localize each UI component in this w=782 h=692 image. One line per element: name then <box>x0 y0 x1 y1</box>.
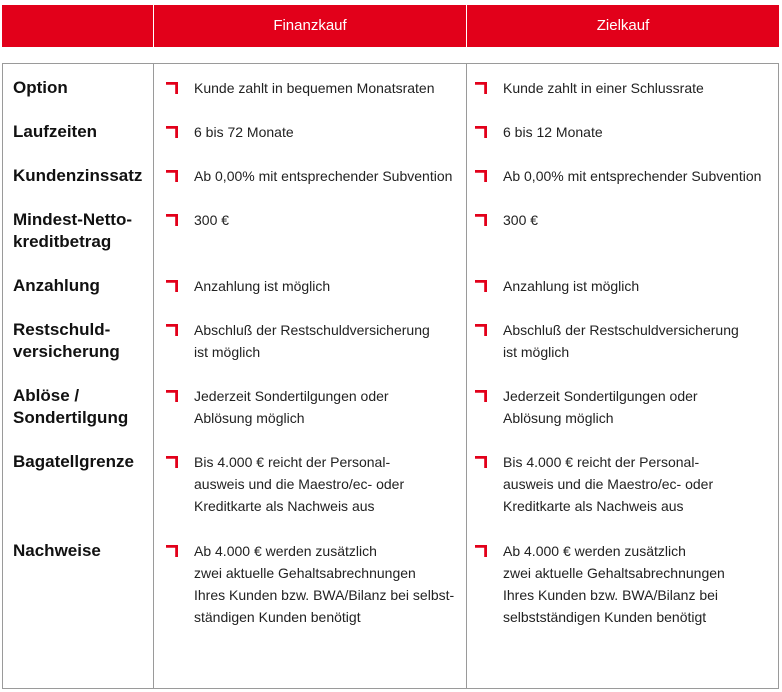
row-label-line: Kundenzinssatz <box>13 166 143 185</box>
cell-zielkauf-text-line: ist möglich <box>503 344 570 360</box>
cell-zielkauf-text <box>475 165 761 187</box>
cell-zielkauf-text-line: 300 € <box>503 212 539 228</box>
cell-zielkauf-text-line: Kreditkarte als Nachweis aus <box>503 498 684 514</box>
cell-zielkauf-text-line: Ablösung möglich <box>503 410 614 426</box>
red-corner-marker-icon <box>475 390 487 402</box>
cell-zielkauf-text-line: ausweis und die Maestro/ec- oder <box>503 476 714 492</box>
cell-zielkauf <box>475 451 713 517</box>
cell-zielkauf <box>475 77 704 99</box>
cell-finanzkauf-text-line: Anzahlung ist möglich <box>194 278 331 294</box>
cell-zielkauf <box>475 319 739 363</box>
cell-finanzkauf-text-line: Ihres Kunden bzw. BWA/Bilanz bei selbst- <box>194 587 455 603</box>
cell-finanzkauf-text <box>166 77 435 99</box>
cell-zielkauf-text-line: selbstständigen Kunden benötigt <box>503 609 707 625</box>
cell-zielkauf-text <box>475 121 603 143</box>
red-corner-marker-icon <box>475 214 487 226</box>
cell-zielkauf-text-line: 6 bis 12 Monate <box>503 124 603 140</box>
row-label-line: Restschuld- <box>13 320 111 339</box>
cell-finanzkauf <box>166 540 454 628</box>
cell-zielkauf-text <box>475 275 639 297</box>
cell-finanzkauf-text-line: Kunde zahlt in bequemen Monatsraten <box>194 80 435 96</box>
cell-finanzkauf-text <box>166 319 430 363</box>
cell-finanzkauf-text <box>166 121 294 143</box>
cell-finanzkauf <box>166 165 452 187</box>
row-label <box>13 385 128 429</box>
cell-finanzkauf-text-line: Abschluß der Restschuldversicherung <box>194 322 430 338</box>
row-label <box>13 77 68 99</box>
cell-finanzkauf-text-line: Ab 0,00% mit entsprechender Subvention <box>194 168 453 184</box>
cell-zielkauf <box>475 275 639 297</box>
cell-finanzkauf-text <box>166 275 330 297</box>
cell-zielkauf-text <box>475 77 704 99</box>
cell-zielkauf-text <box>475 385 698 429</box>
row-label <box>13 121 97 143</box>
row-label <box>13 165 142 187</box>
cell-finanzkauf-text-line: Ablösung möglich <box>194 410 305 426</box>
cell-zielkauf-text-line: Ab 0,00% mit entsprechender Subvention <box>503 168 762 184</box>
row-label-line: Sondertilgung <box>13 408 129 427</box>
cell-finanzkauf-text-line: ausweis und die Maestro/ec- oder <box>194 476 405 492</box>
cell-zielkauf-text-line: Bis 4.000 € reicht der Personal- <box>503 454 700 470</box>
cell-finanzkauf-text-line: ständigen Kunden benötigt <box>194 609 361 625</box>
cell-finanzkauf <box>166 275 330 297</box>
cell-finanzkauf-text <box>166 540 454 628</box>
cell-finanzkauf <box>166 121 294 143</box>
cell-finanzkauf-text-line: 300 € <box>194 212 230 228</box>
row-label <box>13 209 132 253</box>
red-corner-marker-icon <box>166 82 178 94</box>
cell-zielkauf-text-line: Anzahlung ist möglich <box>503 278 640 294</box>
column-divider <box>466 64 467 688</box>
cell-finanzkauf <box>166 385 389 429</box>
cell-finanzkauf-text <box>166 385 389 429</box>
cell-zielkauf-text-line: Ihres Kunden bzw. BWA/Bilanz bei <box>503 587 719 603</box>
red-corner-marker-icon <box>166 324 178 336</box>
header-zielkauf: Zielkauf <box>596 17 650 34</box>
cell-finanzkauf <box>166 451 404 517</box>
cell-zielkauf-text-line: Ab 4.000 € werden zusätzlich <box>503 543 686 559</box>
red-corner-marker-icon <box>475 280 487 292</box>
red-corner-marker-icon <box>166 214 178 226</box>
cell-zielkauf <box>475 121 603 143</box>
cell-zielkauf-text-line: Jederzeit Sondertilgungen oder <box>503 388 698 404</box>
red-corner-marker-icon <box>166 126 178 138</box>
comparison-table <box>2 63 779 689</box>
red-corner-marker-icon <box>166 280 178 292</box>
cell-finanzkauf-text-line: ist möglich <box>194 344 261 360</box>
row-label-line: Laufzeiten <box>13 122 98 141</box>
red-corner-marker-icon <box>475 170 487 182</box>
cell-finanzkauf-text <box>166 165 452 187</box>
red-corner-marker-icon <box>166 170 178 182</box>
cell-zielkauf <box>475 165 761 187</box>
row-label-line: Anzahlung <box>13 276 100 295</box>
row-label <box>13 451 134 473</box>
cell-zielkauf-text-line: zwei aktuelle Gehaltsabrechnungen <box>503 565 725 581</box>
cell-finanzkauf <box>166 209 229 231</box>
table-header <box>2 5 779 47</box>
row-label-line: Ablöse / <box>13 386 80 405</box>
cell-finanzkauf-text-line: 6 bis 72 Monate <box>194 124 294 140</box>
cell-zielkauf <box>475 385 698 429</box>
row-label <box>13 275 100 297</box>
cell-zielkauf <box>475 540 725 628</box>
row-label-line: kreditbetrag <box>13 232 112 251</box>
red-corner-marker-icon <box>475 82 487 94</box>
red-corner-marker-icon <box>166 545 178 557</box>
cell-zielkauf-text <box>475 319 739 363</box>
column-divider <box>153 64 154 688</box>
row-label-line: Mindest-Netto- <box>13 210 132 229</box>
cell-finanzkauf-text-line: zwei aktuelle Gehaltsabrechnungen <box>194 565 416 581</box>
row-label-line: Nachweise <box>13 541 101 560</box>
cell-zielkauf-text <box>475 451 713 517</box>
cell-finanzkauf <box>166 319 430 363</box>
red-corner-marker-icon <box>166 456 178 468</box>
cell-zielkauf-text-line: Abschluß der Restschuldversicherung <box>503 322 739 338</box>
cell-zielkauf <box>475 209 538 231</box>
row-label <box>13 319 120 363</box>
cell-finanzkauf-text-line: Kreditkarte als Nachweis aus <box>194 498 375 514</box>
row-label-line: Bagatellgrenze <box>13 452 134 471</box>
cell-zielkauf-text-line: Kunde zahlt in einer Schlussrate <box>503 80 704 96</box>
row-label-line: Option <box>13 78 68 97</box>
cell-finanzkauf-text-line: Ab 4.000 € werden zusätzlich <box>194 543 377 559</box>
row-label <box>13 540 101 562</box>
red-corner-marker-icon <box>475 456 487 468</box>
cell-finanzkauf-text <box>166 451 404 517</box>
cell-zielkauf-text <box>475 540 725 628</box>
red-corner-marker-icon <box>475 545 487 557</box>
cell-finanzkauf-text-line: Bis 4.000 € reicht der Personal- <box>194 454 391 470</box>
red-corner-marker-icon <box>475 324 487 336</box>
cell-finanzkauf-text-line: Jederzeit Sondertilgungen oder <box>194 388 389 404</box>
red-corner-marker-icon <box>166 390 178 402</box>
header-finanzkauf: Finanzkauf <box>273 17 347 34</box>
row-label-line: versicherung <box>13 342 120 361</box>
red-corner-marker-icon <box>475 126 487 138</box>
cell-finanzkauf <box>166 77 435 99</box>
